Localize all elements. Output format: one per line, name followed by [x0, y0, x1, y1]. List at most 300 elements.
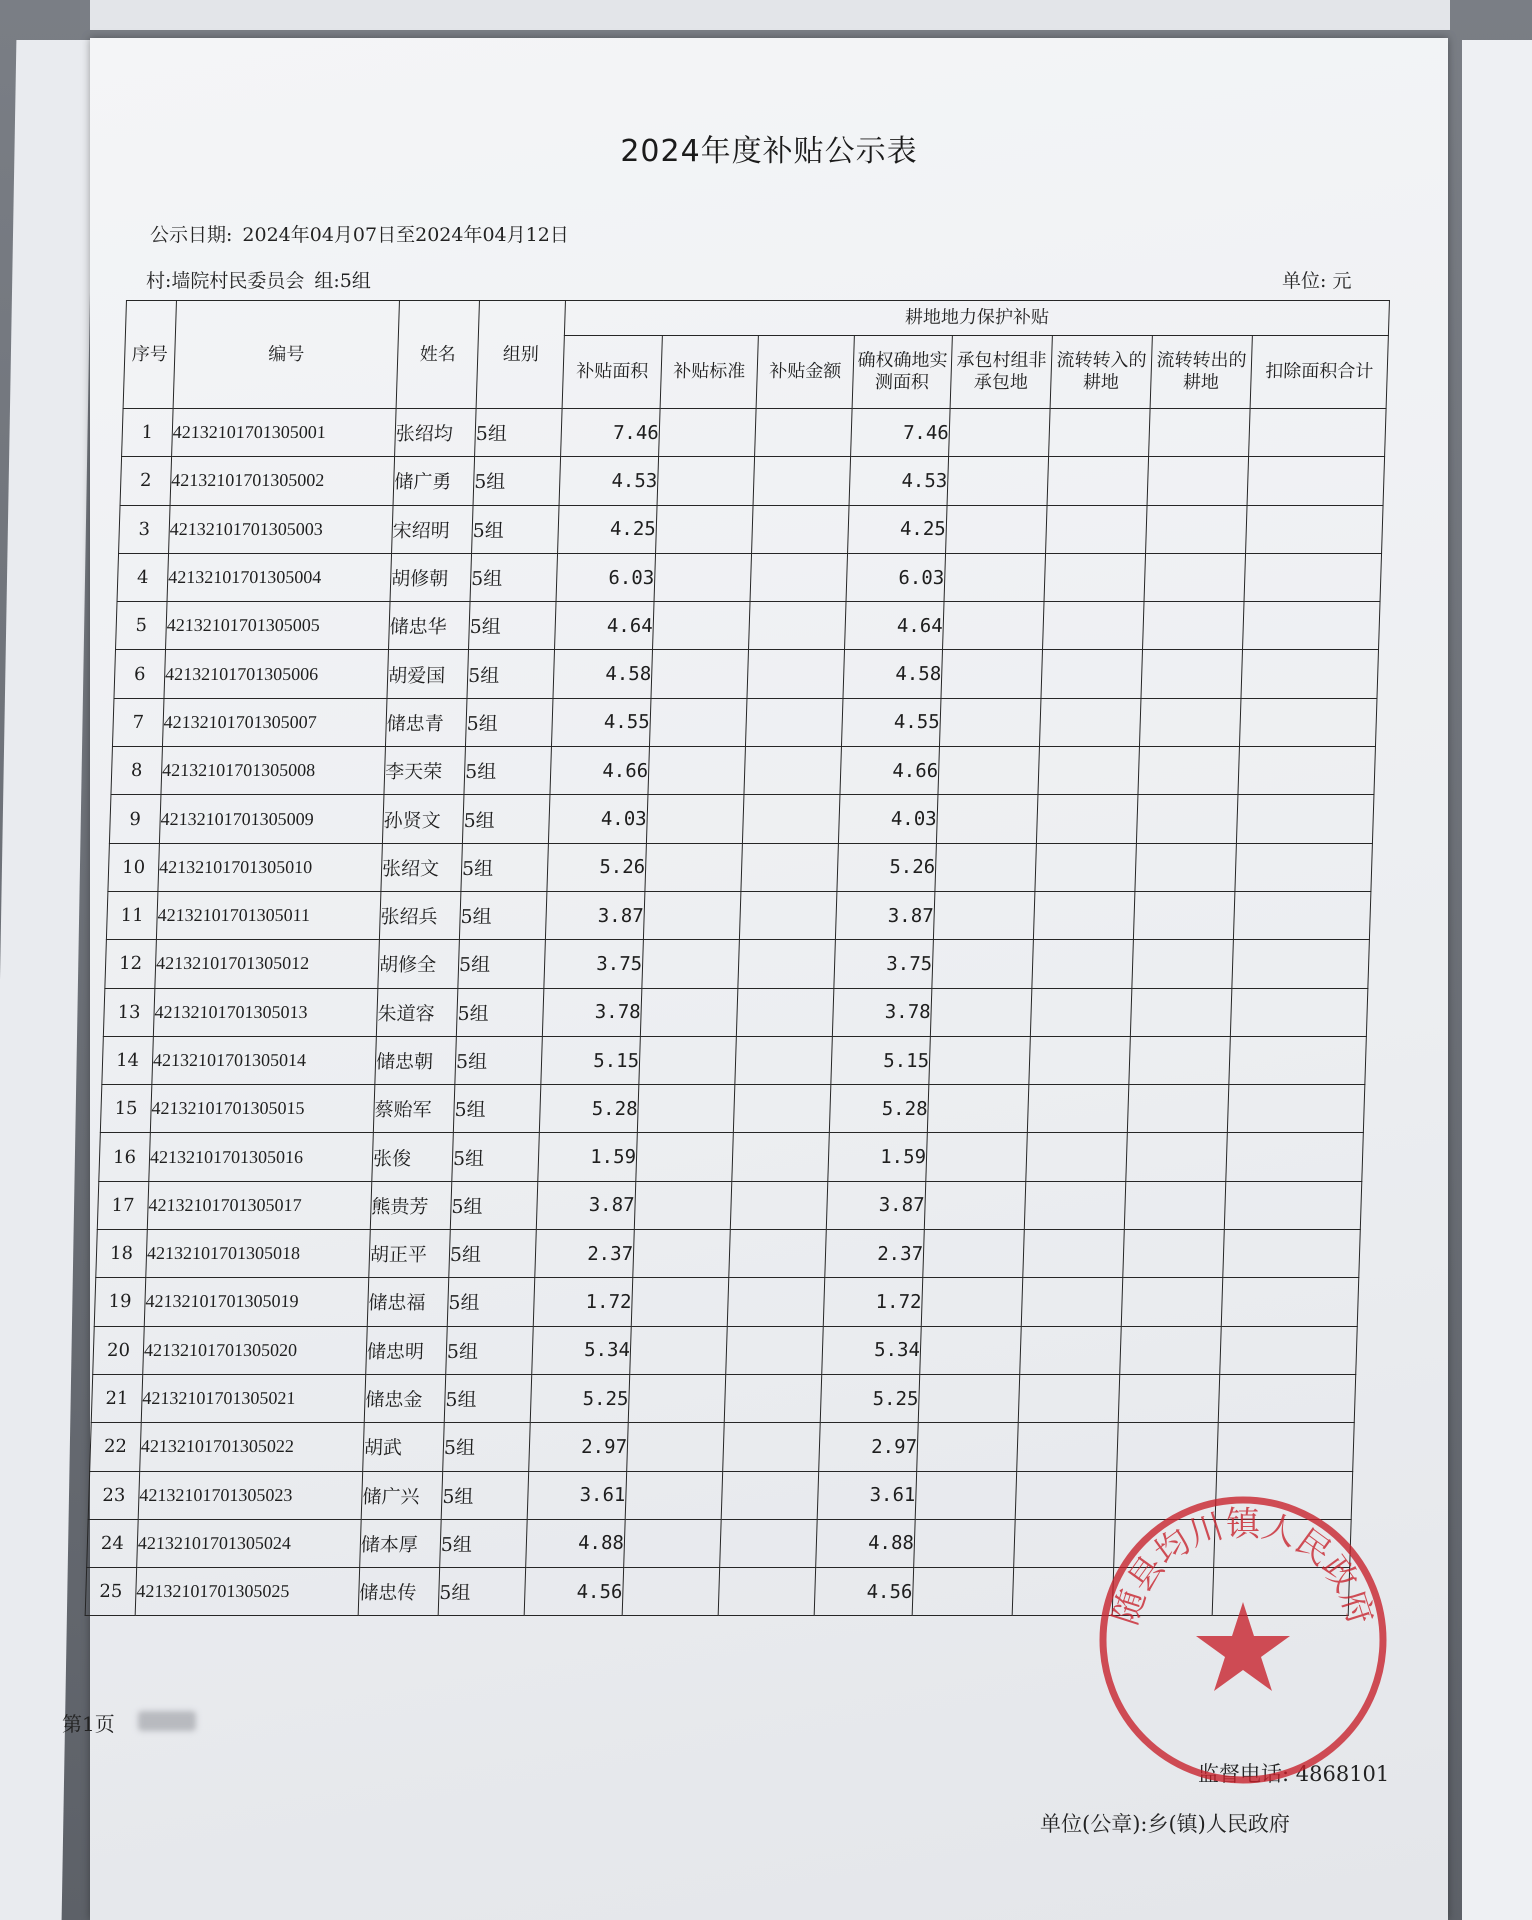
row-collective-land	[947, 457, 1049, 505]
row-index: 12	[105, 940, 157, 988]
row-collective-land	[935, 843, 1037, 891]
row-collective-land	[938, 747, 1040, 795]
row-deduction-total	[1232, 940, 1370, 988]
row-transfer-out	[1136, 795, 1238, 843]
row-transfer-out	[1135, 843, 1237, 891]
table-row	[106, 891, 1371, 939]
page-title: 2024年度补贴公示表	[620, 134, 918, 169]
row-subsidy-standard	[627, 1423, 725, 1471]
row-subsidy-amount	[745, 698, 843, 746]
row-subsidy-standard	[642, 940, 740, 988]
row-subsidy-amount	[738, 940, 836, 988]
row-measured-area: 5.25	[820, 1374, 920, 1422]
row-group: 5组	[473, 457, 561, 505]
row-group: 5组	[459, 891, 547, 939]
row-code: 42132101701305004	[167, 553, 392, 601]
table-row	[94, 1278, 1359, 1326]
issuer-line: 单位(公章):乡(镇)人民政府	[1040, 1812, 1290, 1836]
row-group: 5组	[441, 1471, 529, 1519]
row-group: 5组	[440, 1519, 528, 1567]
row-subsidy-area: 4.56	[524, 1568, 624, 1616]
row-group: 5组	[438, 1568, 526, 1616]
publicity-date-line	[150, 220, 569, 247]
row-subsidy-standard	[625, 1471, 723, 1519]
row-measured-area: 4.88	[816, 1519, 916, 1567]
row-transfer-out	[1117, 1423, 1219, 1471]
row-name: 储忠明	[366, 1326, 448, 1374]
col-header-idx: 序号	[123, 301, 176, 409]
row-transfer-in	[1026, 1133, 1128, 1181]
row-measured-area: 3.87	[826, 1181, 926, 1229]
row-subsidy-standard	[649, 698, 747, 746]
table-row	[122, 409, 1387, 457]
row-deduction-total	[1229, 1036, 1367, 1084]
row-collective-land	[915, 1471, 1017, 1519]
row-transfer-in	[1043, 602, 1145, 650]
row-name: 孙贤文	[382, 795, 464, 843]
row-collective-land	[912, 1568, 1014, 1616]
row-transfer-out	[1127, 1085, 1229, 1133]
row-code: 42132101701305021	[141, 1374, 366, 1422]
row-deduction-total	[1244, 553, 1382, 601]
table-row	[97, 1181, 1362, 1229]
row-measured-area: 3.75	[834, 940, 934, 988]
row-index: 9	[109, 795, 161, 843]
row-collective-land	[914, 1519, 1016, 1567]
row-code: 42132101701305008	[161, 747, 386, 795]
table-row	[99, 1133, 1364, 1181]
row-index: 19	[94, 1278, 146, 1326]
row-transfer-out	[1124, 1181, 1226, 1229]
row-transfer-out	[1123, 1230, 1225, 1278]
row-subsidy-amount	[720, 1519, 818, 1567]
row-subsidy-area: 3.61	[527, 1471, 627, 1519]
col-header-subsidy-amount: 补贴金额	[756, 336, 854, 409]
row-index: 17	[97, 1181, 149, 1229]
row-subsidy-standard	[624, 1519, 722, 1567]
row-group: 5组	[469, 602, 557, 650]
row-transfer-in	[1036, 795, 1138, 843]
row-subsidy-amount	[732, 1133, 830, 1181]
row-code: 42132101701305016	[149, 1133, 374, 1181]
row-subsidy-standard	[648, 747, 746, 795]
row-code: 42132101701305022	[140, 1423, 365, 1471]
row-measured-area: 3.78	[832, 988, 932, 1036]
row-subsidy-amount	[724, 1374, 822, 1422]
col-header-subsidy-area: 补贴面积	[562, 336, 662, 409]
row-group: 5组	[470, 553, 558, 601]
row-collective-land	[929, 1036, 1031, 1084]
row-subsidy-standard	[654, 553, 752, 601]
neighbor-sheet-top	[90, 0, 1450, 30]
row-group: 5组	[464, 747, 552, 795]
row-subsidy-area: 5.15	[541, 1036, 641, 1084]
row-deduction-total	[1235, 843, 1373, 891]
row-subsidy-area: 4.25	[558, 505, 658, 553]
row-group: 5组	[450, 1181, 538, 1229]
table-row	[119, 505, 1384, 553]
row-measured-area: 5.15	[831, 1036, 931, 1084]
row-transfer-in	[1030, 988, 1132, 1036]
row-deduction-total	[1249, 409, 1387, 457]
row-deduction-total	[1218, 1374, 1356, 1422]
row-name: 蔡贻军	[373, 1085, 455, 1133]
row-code: 42132101701305014	[152, 1036, 377, 1084]
row-subsidy-area: 4.53	[559, 457, 659, 505]
row-measured-area: 7.46	[851, 409, 951, 457]
row-subsidy-standard	[659, 409, 757, 457]
row-name: 储忠金	[364, 1374, 446, 1422]
row-measured-area: 4.58	[843, 650, 943, 698]
redacted-mark	[138, 1711, 196, 1731]
row-subsidy-amount	[742, 795, 840, 843]
row-subsidy-amount	[753, 457, 851, 505]
col-header-code: 编号	[173, 301, 399, 409]
row-measured-area: 2.37	[825, 1230, 925, 1278]
row-subsidy-amount	[739, 891, 837, 939]
row-transfer-out	[1130, 988, 1232, 1036]
row-collective-land	[927, 1085, 1029, 1133]
group-name: 组:5组	[314, 270, 371, 292]
row-name: 张绍兵	[379, 891, 461, 939]
row-subsidy-amount	[744, 747, 842, 795]
row-measured-area: 5.28	[829, 1085, 929, 1133]
row-deduction-total	[1220, 1326, 1358, 1374]
table-row	[102, 1036, 1367, 1084]
row-subsidy-area: 3.87	[536, 1181, 636, 1229]
row-subsidy-amount	[735, 1036, 833, 1084]
row-group: 5组	[467, 650, 555, 698]
row-index: 18	[96, 1230, 148, 1278]
row-index: 25	[85, 1568, 137, 1616]
row-deduction-total	[1236, 795, 1374, 843]
row-subsidy-amount	[718, 1568, 816, 1616]
row-subsidy-standard	[633, 1230, 731, 1278]
table-row	[109, 795, 1374, 843]
row-index: 10	[108, 843, 160, 891]
row-subsidy-amount	[726, 1326, 824, 1374]
row-group: 5组	[456, 988, 544, 1036]
row-measured-area: 5.26	[837, 843, 937, 891]
supervision-phone: 监督电话: 4868101	[1198, 1762, 1390, 1786]
row-subsidy-area: 2.37	[535, 1230, 635, 1278]
row-subsidy-standard	[653, 602, 751, 650]
row-deduction-total	[1226, 1133, 1364, 1181]
row-group: 5组	[447, 1278, 535, 1326]
row-subsidy-area: 1.59	[538, 1133, 638, 1181]
row-collective-land	[924, 1181, 1026, 1229]
row-subsidy-amount	[721, 1471, 819, 1519]
row-transfer-in	[1033, 891, 1135, 939]
row-subsidy-area: 5.25	[530, 1374, 630, 1422]
row-transfer-in	[1039, 698, 1141, 746]
row-transfer-in	[1020, 1326, 1122, 1374]
row-measured-area: 1.72	[823, 1278, 923, 1326]
row-collective-land	[933, 891, 1035, 939]
table-row	[111, 747, 1376, 795]
row-deduction-total	[1246, 505, 1384, 553]
row-code: 42132101701305007	[162, 698, 387, 746]
row-name: 胡爱国	[387, 650, 469, 698]
row-transfer-in	[1018, 1374, 1120, 1422]
col-header-subsidy-standard: 补贴标准	[660, 336, 758, 409]
row-code: 42132101701305009	[159, 795, 384, 843]
row-subsidy-area: 3.78	[542, 988, 642, 1036]
table-row	[116, 602, 1381, 650]
row-deduction-total	[1221, 1278, 1359, 1326]
table-row	[96, 1230, 1361, 1278]
subsidy-table	[85, 300, 1390, 1616]
row-subsidy-standard	[640, 988, 738, 1036]
row-code: 42132101701305003	[169, 505, 394, 553]
row-transfer-in	[1023, 1230, 1125, 1278]
row-subsidy-area: 7.46	[561, 409, 661, 457]
col-header-transfer-out: 流转转出的耕地	[1150, 336, 1252, 409]
row-subsidy-amount	[749, 602, 847, 650]
row-name: 储广勇	[393, 457, 475, 505]
table-row	[90, 1423, 1355, 1471]
row-transfer-out	[1121, 1278, 1223, 1326]
row-subsidy-amount	[727, 1278, 825, 1326]
row-measured-area: 2.97	[819, 1423, 919, 1471]
row-subsidy-standard	[622, 1568, 720, 1616]
row-name: 李天荣	[384, 747, 466, 795]
col-header-collective-land: 承包村组非承包地	[950, 336, 1052, 409]
row-transfer-out	[1118, 1374, 1220, 1422]
row-subsidy-area: 3.75	[544, 940, 644, 988]
row-deduction-total	[1241, 650, 1379, 698]
row-deduction-total	[1247, 457, 1385, 505]
row-transfer-in	[1038, 747, 1140, 795]
row-measured-area: 5.34	[822, 1326, 922, 1374]
row-index: 6	[114, 650, 166, 698]
row-transfer-in	[1032, 940, 1134, 988]
row-code: 42132101701305018	[146, 1230, 371, 1278]
row-subsidy-standard	[657, 457, 755, 505]
row-code: 42132101701305001	[172, 409, 397, 457]
row-deduction-total	[1238, 747, 1376, 795]
row-subsidy-area: 6.03	[556, 553, 656, 601]
table-row	[100, 1085, 1365, 1133]
row-subsidy-standard	[631, 1278, 729, 1326]
table-row	[112, 698, 1377, 746]
row-group: 5组	[462, 795, 550, 843]
row-measured-area: 3.61	[817, 1471, 917, 1519]
neighbor-sheet-right	[1462, 40, 1532, 1920]
row-deduction-total	[1233, 891, 1371, 939]
table-row	[117, 553, 1382, 601]
village-name: 村:墙院村民委员会	[146, 270, 305, 292]
row-transfer-in	[1029, 1036, 1131, 1084]
row-subsidy-amount	[730, 1181, 828, 1229]
row-transfer-out	[1129, 1036, 1231, 1084]
row-subsidy-amount	[733, 1085, 831, 1133]
row-subsidy-standard	[637, 1085, 735, 1133]
col-header-group: 组别	[476, 301, 565, 409]
row-measured-area: 4.53	[849, 457, 949, 505]
row-index: 7	[112, 698, 164, 746]
row-index: 4	[117, 553, 169, 601]
row-group: 5组	[444, 1374, 532, 1422]
row-subsidy-standard	[639, 1036, 737, 1084]
row-subsidy-amount	[736, 988, 834, 1036]
row-group: 5组	[475, 409, 563, 457]
row-name: 储广兴	[361, 1471, 443, 1519]
row-deduction-total	[1224, 1181, 1362, 1229]
row-transfer-out	[1133, 891, 1235, 939]
row-name: 张绍文	[381, 843, 463, 891]
row-collective-land	[920, 1326, 1022, 1374]
row-measured-area: 4.03	[838, 795, 938, 843]
row-transfer-in	[1046, 505, 1148, 553]
row-transfer-out	[1132, 940, 1234, 988]
row-subsidy-amount	[729, 1230, 827, 1278]
row-subsidy-area: 4.58	[553, 650, 653, 698]
row-transfer-in	[1024, 1181, 1126, 1229]
row-collective-land	[923, 1230, 1025, 1278]
row-subsidy-area: 1.72	[533, 1278, 633, 1326]
row-subsidy-standard	[651, 650, 749, 698]
row-transfer-out	[1149, 409, 1251, 457]
row-index: 8	[111, 747, 163, 795]
row-transfer-in	[1049, 409, 1151, 457]
row-name: 熊贵芳	[370, 1181, 452, 1229]
row-transfer-in	[1047, 457, 1149, 505]
row-subsidy-amount	[755, 409, 853, 457]
row-index: 2	[120, 457, 172, 505]
row-subsidy-amount	[741, 843, 839, 891]
row-deduction-total	[1230, 988, 1368, 1036]
row-deduction-total	[1239, 698, 1377, 746]
row-collective-land	[926, 1133, 1028, 1181]
row-measured-area: 1.59	[828, 1133, 928, 1181]
page-number: 第1页	[62, 1712, 115, 1736]
row-index: 15	[100, 1085, 152, 1133]
seal-text: 随县均川镇人民政府	[1105, 1504, 1381, 1630]
row-transfer-in	[1021, 1278, 1123, 1326]
row-collective-land	[918, 1374, 1020, 1422]
row-transfer-in	[1017, 1423, 1119, 1471]
row-collective-land	[943, 602, 1045, 650]
row-group: 5组	[458, 940, 546, 988]
row-subsidy-standard	[656, 505, 754, 553]
row-name: 胡修全	[378, 940, 460, 988]
unit-label: 单位: 元	[1282, 270, 1352, 292]
row-subsidy-standard	[643, 891, 741, 939]
row-index: 14	[102, 1036, 154, 1084]
row-code: 42132101701305024	[137, 1519, 362, 1567]
row-transfer-out	[1141, 650, 1243, 698]
row-index: 22	[90, 1423, 142, 1471]
row-deduction-total	[1223, 1230, 1361, 1278]
row-name: 储本厚	[360, 1519, 442, 1567]
table-row	[93, 1326, 1358, 1374]
row-measured-area: 4.66	[840, 747, 940, 795]
col-header-deduction-total: 扣除面积合计	[1250, 336, 1388, 409]
row-code: 42132101701305019	[144, 1278, 369, 1326]
row-code: 42132101701305006	[164, 650, 389, 698]
row-name: 朱道容	[376, 988, 458, 1036]
row-name: 张俊	[372, 1133, 454, 1181]
row-subsidy-standard	[628, 1374, 726, 1422]
row-code: 42132101701305020	[143, 1326, 368, 1374]
row-name: 宋绍明	[392, 505, 474, 553]
row-transfer-in	[1027, 1085, 1129, 1133]
row-group: 5组	[443, 1423, 531, 1471]
row-index: 23	[88, 1471, 140, 1519]
row-code: 42132101701305023	[138, 1471, 363, 1519]
row-name: 胡修朝	[390, 553, 472, 601]
row-subsidy-area: 5.26	[547, 843, 647, 891]
row-transfer-out	[1147, 457, 1249, 505]
row-measured-area: 6.03	[846, 553, 946, 601]
table-row	[108, 843, 1373, 891]
row-index: 11	[106, 891, 158, 939]
row-subsidy-area: 3.87	[545, 891, 645, 939]
row-subsidy-area: 4.66	[550, 747, 650, 795]
row-code: 42132101701305013	[153, 988, 378, 1036]
row-measured-area: 4.56	[814, 1568, 914, 1616]
row-deduction-total	[1243, 602, 1381, 650]
row-group: 5组	[446, 1326, 534, 1374]
row-name: 储忠福	[367, 1278, 449, 1326]
col-header-transfer-in: 流转转入的耕地	[1050, 336, 1152, 409]
row-transfer-out	[1120, 1326, 1222, 1374]
row-measured-area: 3.87	[835, 891, 935, 939]
table-body	[85, 409, 1386, 1616]
row-transfer-out	[1146, 505, 1248, 553]
row-name: 储忠华	[389, 602, 471, 650]
row-measured-area: 4.55	[841, 698, 941, 746]
row-name: 张绍均	[395, 409, 477, 457]
row-subsidy-standard	[634, 1181, 732, 1229]
table-row	[114, 650, 1379, 698]
row-subsidy-area: 5.34	[532, 1326, 632, 1374]
col-header-measured-area: 确权确地实测面积	[852, 336, 952, 409]
row-deduction-total	[1227, 1085, 1365, 1133]
row-collective-land	[946, 505, 1048, 553]
col-header-protection-subsidy: 耕地地力保护补贴	[564, 301, 1389, 336]
row-subsidy-amount	[723, 1423, 821, 1471]
notice-sheet	[62, 38, 1448, 1920]
row-subsidy-standard	[645, 843, 743, 891]
row-subsidy-area: 2.97	[529, 1423, 629, 1471]
row-index: 1	[122, 409, 174, 457]
row-name: 储忠朝	[375, 1036, 457, 1084]
row-code: 42132101701305017	[147, 1181, 372, 1229]
row-group: 5组	[455, 1036, 543, 1084]
row-subsidy-amount	[747, 650, 845, 698]
row-group: 5组	[472, 505, 560, 553]
table-row	[120, 457, 1385, 505]
row-name: 储忠传	[358, 1568, 440, 1616]
row-code: 42132101701305011	[156, 891, 381, 939]
row-code: 42132101701305005	[166, 602, 391, 650]
row-index: 5	[116, 602, 168, 650]
row-code: 42132101701305010	[158, 843, 383, 891]
row-group: 5组	[465, 698, 553, 746]
row-subsidy-amount	[752, 505, 850, 553]
row-collective-land	[921, 1278, 1023, 1326]
row-transfer-out	[1138, 747, 1240, 795]
row-index: 24	[87, 1519, 139, 1567]
row-index: 13	[103, 988, 155, 1036]
row-transfer-out	[1143, 602, 1245, 650]
row-code: 42132101701305002	[170, 457, 395, 505]
row-code: 42132101701305015	[150, 1085, 375, 1133]
row-transfer-out	[1126, 1133, 1228, 1181]
row-code: 42132101701305025	[135, 1568, 360, 1616]
